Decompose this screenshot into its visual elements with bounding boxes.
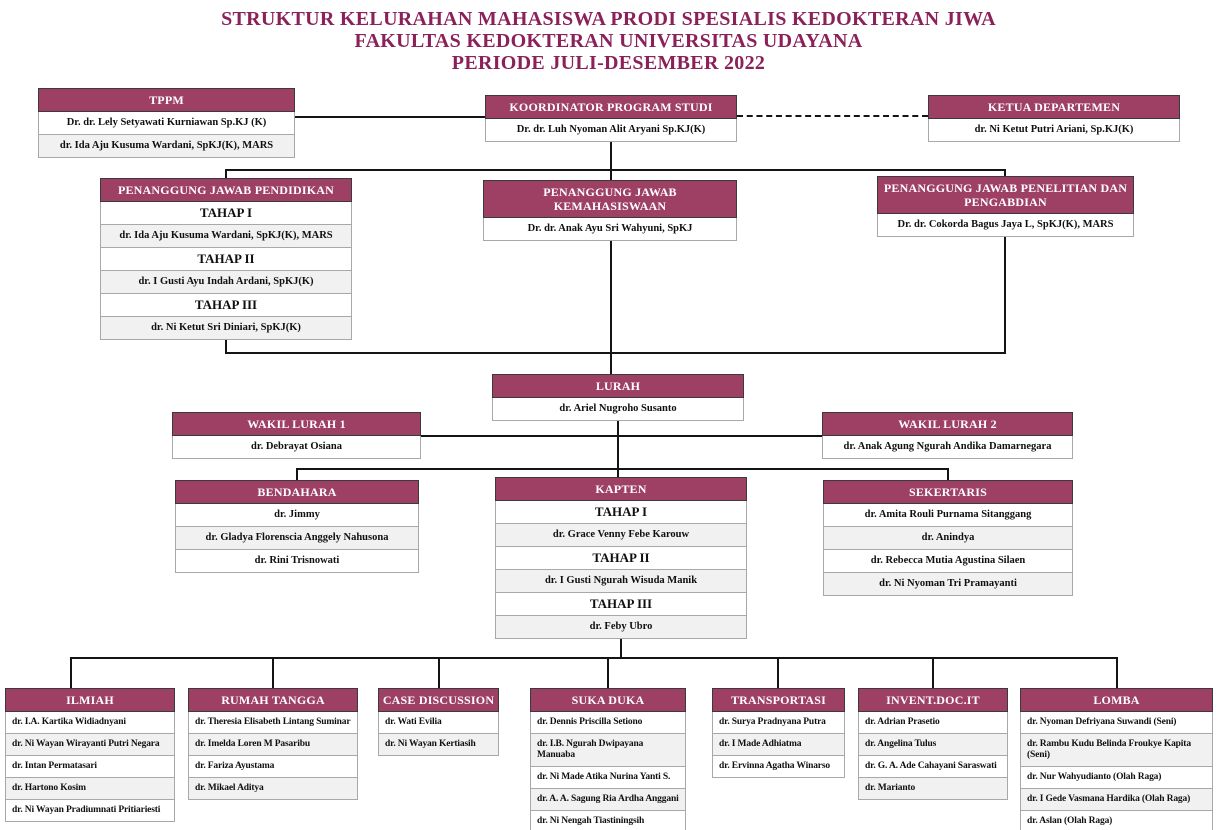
chart-title xyxy=(0,8,1217,74)
member-row: dr. Hartono Kosim xyxy=(5,778,175,800)
connector-ilmiah-top xyxy=(70,657,72,692)
member-row: Dr. dr. Cokorda Bagus Jaya L, SpKJ(K), MARS xyxy=(877,214,1134,237)
connector-committees-horizontal xyxy=(70,657,1118,659)
org-box-suka-duka xyxy=(530,688,686,830)
org-box-sekertaris xyxy=(823,480,1073,596)
stage-row: TAHAP I xyxy=(100,202,352,225)
stage-row: TAHAP III xyxy=(100,294,352,317)
stage-row: TAHAP II xyxy=(100,248,352,271)
connector-penelitian-bottom xyxy=(1004,228,1006,354)
member-row: dr. Ervinna Agatha Winarso xyxy=(712,756,845,778)
member-row: dr. I.B. Ngurah Dwipayana Manuaba xyxy=(530,734,686,767)
member-row: Dr. dr. Luh Nyoman Alit Aryani Sp.KJ(K) xyxy=(485,119,737,142)
connector-case-discussion-top xyxy=(438,657,440,692)
org-box-lomba xyxy=(1020,688,1213,830)
box-header-suka-duka: SUKA DUKA xyxy=(530,688,686,712)
org-box-wakil-lurah-1 xyxy=(172,412,421,459)
org-box-koordinator-program-studi xyxy=(485,95,737,142)
org-box-penanggung-jawab-pendidikan xyxy=(100,178,352,340)
chart-title-line3: PERIODE JULI-DESEMBER 2022 xyxy=(451,52,766,74)
connector-kemahasiswaan-lurah xyxy=(610,228,612,378)
member-row: dr. Imelda Loren M Pasaribu xyxy=(188,734,358,756)
member-row: dr. Rini Trisnowati xyxy=(175,550,419,573)
member-row: dr. Feby Ubro xyxy=(495,616,747,639)
member-row: dr. Ni Wayan Pradiumnati Pritiariesti xyxy=(5,800,175,822)
member-row: dr. Ida Aju Kusuma Wardani, SpKJ(K), MARS xyxy=(100,225,352,248)
connector-transportasi-top xyxy=(777,657,779,692)
org-box-penanggung-jawab-kemahasiswaan xyxy=(483,180,737,241)
connector-lurah-kapten xyxy=(617,414,619,482)
box-header-bendahara: BENDAHARA xyxy=(175,480,419,504)
member-row: dr. Debrayat Osiana xyxy=(172,436,421,459)
box-header-ketua-departemen: KETUA DEPARTEMEN xyxy=(928,95,1180,119)
box-header-wakil-lurah-2: WAKIL LURAH 2 xyxy=(822,412,1073,436)
member-row: dr. G. A. Ade Cahayani Saraswati xyxy=(858,756,1008,778)
member-row: dr. Gladya Florenscia Anggely Nahusona xyxy=(175,527,419,550)
org-box-case-discussion xyxy=(378,688,499,756)
org-box-ilmiah xyxy=(5,688,175,822)
member-row: dr. I.A. Kartika Widiadnyani xyxy=(5,712,175,734)
member-row: dr. Ni Nyoman Tri Pramayanti xyxy=(823,573,1073,596)
box-header-sekertaris: SEKERTARIS xyxy=(823,480,1073,504)
member-row: dr. Adrian Prasetio xyxy=(858,712,1008,734)
org-box-invent-doc-it xyxy=(858,688,1008,800)
member-row: dr. Dennis Priscilla Setiono xyxy=(530,712,686,734)
connector-koordinator-ketua-dashed xyxy=(737,115,928,117)
connector-tppm-koordinator xyxy=(295,116,485,118)
member-row: dr. Amita Rouli Purnama Sitanggang xyxy=(823,504,1073,527)
member-row: dr. Anindya xyxy=(823,527,1073,550)
org-box-transportasi xyxy=(712,688,845,778)
org-box-bendahara xyxy=(175,480,419,573)
box-header-lomba: LOMBA xyxy=(1020,688,1213,712)
org-box-ketua-departemen xyxy=(928,95,1180,142)
connector-rumah-tangga-top xyxy=(272,657,274,692)
member-row: dr. Wati Evilia xyxy=(378,712,499,734)
member-row: dr. A. A. Sagung Ria Ardha Anggani xyxy=(530,789,686,811)
member-row: dr. Ariel Nugroho Susanto xyxy=(492,398,744,421)
box-header-wakil-lurah-1: WAKIL LURAH 1 xyxy=(172,412,421,436)
member-row: dr. Intan Permatasari xyxy=(5,756,175,778)
member-row: dr. Nur Wahyudianto (Olah Raga) xyxy=(1020,767,1213,789)
member-row: dr. Mikael Aditya xyxy=(188,778,358,800)
box-header-penelitian: PENANGGUNG JAWAB PENELITIAN DAN PENGABDIAN xyxy=(877,176,1134,214)
box-header-rumah-tangga: RUMAH TANGGA xyxy=(188,688,358,712)
chart-title-line1: STRUKTUR KELURAHAN MAHASISWA PRODI SPESIALIS KEDOKTERAN JIWA xyxy=(221,8,996,30)
connector-wakil-horizontal xyxy=(415,435,827,437)
member-row: dr. Grace Venny Febe Karouw xyxy=(495,524,747,547)
member-row: dr. Angelina Tulus xyxy=(858,734,1008,756)
box-header-tppm: TPPM xyxy=(38,88,295,112)
member-row: dr. Rambu Kudu Belinda Froukye Kapita (Seni) xyxy=(1020,734,1213,767)
member-row: dr. I Gede Vasmana Hardika (Olah Raga) xyxy=(1020,789,1213,811)
stage-row: TAHAP II xyxy=(495,547,747,570)
member-row: dr. Ida Aju Kusuma Wardani, SpKJ(K), MARS xyxy=(38,135,295,158)
org-box-kapten xyxy=(495,477,747,639)
member-row: dr. I Gusti Ngurah Wisuda Manik xyxy=(495,570,747,593)
member-row: dr. Aslan (Olah Raga) xyxy=(1020,811,1213,830)
member-row: dr. Ni Made Atika Nurina Yanti S. xyxy=(530,767,686,789)
box-header-pendidikan: PENANGGUNG JAWAB PENDIDIKAN xyxy=(100,178,352,202)
member-row: dr. Theresia Elisabeth Lintang Suminar xyxy=(188,712,358,734)
member-row: Dr. dr. Anak Ayu Sri Wahyuni, SpKJ xyxy=(483,218,737,241)
connector-lomba-top xyxy=(1116,657,1118,692)
member-row: dr. I Made Adhiatma xyxy=(712,734,845,756)
org-box-tppm xyxy=(38,88,295,158)
member-row: dr. Nyoman Defriyana Suwandi (Seni) xyxy=(1020,712,1213,734)
member-row: dr. Jimmy xyxy=(175,504,419,527)
member-row: dr. Rebecca Mutia Agustina Silaen xyxy=(823,550,1073,573)
connector-pj-bottom-horizontal xyxy=(225,352,1006,354)
box-header-ilmiah: ILMIAH xyxy=(5,688,175,712)
member-row: dr. I Gusti Ayu Indah Ardani, SpKJ(K) xyxy=(100,271,352,294)
org-box-penanggung-jawab-penelitian xyxy=(877,176,1134,237)
org-box-rumah-tangga xyxy=(188,688,358,800)
member-row: dr. Ni Wayan Kertiasih xyxy=(378,734,499,756)
member-row: dr. Marianto xyxy=(858,778,1008,800)
connector-bks-horizontal xyxy=(296,468,949,470)
box-header-kemahasiswaan: PENANGGUNG JAWAB KEMAHASISWAAN xyxy=(483,180,737,218)
box-header-lurah: LURAH xyxy=(492,374,744,398)
box-header-transportasi: TRANSPORTASI xyxy=(712,688,845,712)
connector-koordinator-down xyxy=(610,140,612,171)
connector-suka-duka-top xyxy=(607,657,609,692)
stage-row: TAHAP III xyxy=(495,593,747,616)
connector-invent-doc-it-top xyxy=(932,657,934,692)
member-row: dr. Ni Ketut Sri Diniari, SpKJ(K) xyxy=(100,317,352,340)
member-row: dr. Ni Ketut Putri Ariani, Sp.KJ(K) xyxy=(928,119,1180,142)
member-row: Dr. dr. Lely Setyawati Kurniawan Sp.KJ (K) xyxy=(38,112,295,135)
org-box-wakil-lurah-2 xyxy=(822,412,1073,459)
member-row: dr. Ni Wayan Wirayanti Putri Negara xyxy=(5,734,175,756)
box-header-case-discussion: CASE DISCUSSION xyxy=(378,688,499,712)
box-header-kapten: KAPTEN xyxy=(495,477,747,501)
box-header-invent-doc-it: INVENT.DOC.IT xyxy=(858,688,1008,712)
member-row: dr. Surya Pradnyana Putra xyxy=(712,712,845,734)
box-header-koordinator: KOORDINATOR PROGRAM STUDI xyxy=(485,95,737,119)
chart-title-line2: FAKULTAS KEDOKTERAN UNIVERSITAS UDAYANA xyxy=(354,30,863,52)
stage-row: TAHAP I xyxy=(495,501,747,524)
member-row: dr. Ni Nengah Tiastiningsih xyxy=(530,811,686,830)
member-row: dr. Fariza Ayustama xyxy=(188,756,358,778)
org-box-lurah xyxy=(492,374,744,421)
member-row: dr. Anak Agung Ngurah Andika Damarnegara xyxy=(822,436,1073,459)
connector-pj-branch-horizontal xyxy=(225,169,1006,171)
